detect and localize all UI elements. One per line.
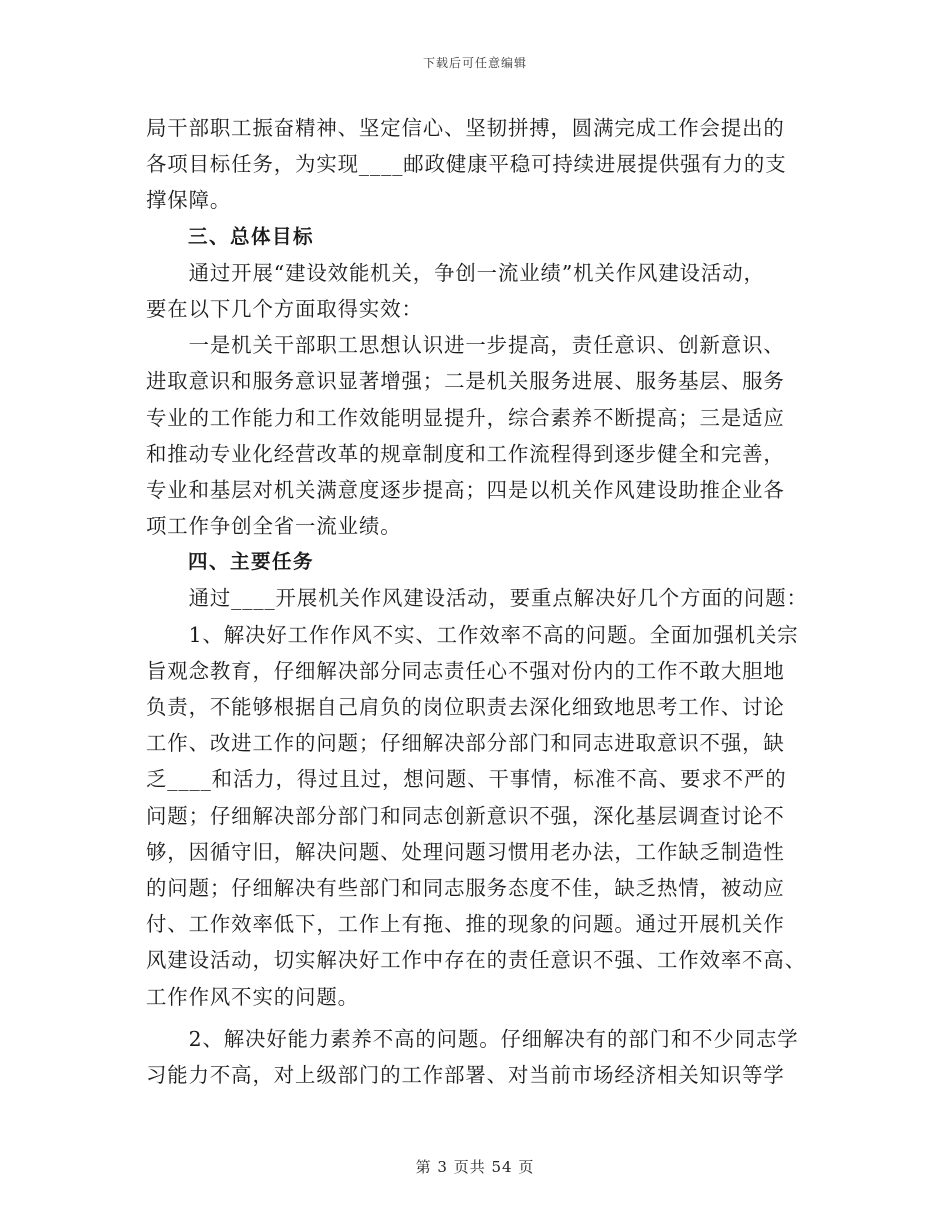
text-line: 一是机关干部职工思想认识进一步提高，责任意识、创新意识、 bbox=[146, 333, 785, 358]
text-line: 风建设活动，切实解决好工作中存在的责任意识不强、工作效率不高、 bbox=[146, 948, 807, 973]
document-body bbox=[146, 110, 806, 1093]
text-line: 要在以下几个方面取得实效： bbox=[146, 296, 423, 321]
text-line: 的问题；仔细解决有些部门和同志服务态度不佳，缺乏热情，被动应 bbox=[146, 875, 785, 900]
text-line: 进取意识和服务意识显著增强；二是机关服务进展、服务基层、服务 bbox=[146, 369, 785, 394]
section-heading: 四、主要任务 bbox=[146, 550, 315, 574]
page-header: 下载后可任意编辑 bbox=[422, 56, 527, 70]
section-heading: 三、总体目标 bbox=[146, 224, 315, 248]
text-line: 和推动专业化经营改革的规章制度和工作流程得到逐步健全和完善， bbox=[146, 441, 785, 466]
text-line: 撑保障。 bbox=[146, 188, 232, 213]
text-line: 习能力不高，对上级部门的工作部署、对当前市场经济相关知识等学 bbox=[146, 1062, 785, 1087]
text-line: 专业的工作能力和工作效能明显提升，综合素养不断提高；三是适应 bbox=[146, 405, 785, 430]
page-footer: 第 3 页共 54 页 bbox=[415, 1158, 535, 1176]
text-line: 局干部职工振奋精神、坚定信心、坚韧拼搏，圆满完成工作会提出的 bbox=[146, 116, 785, 140]
text-line: 工作作风不实的问题。 bbox=[146, 984, 359, 1009]
text-line: 项工作争创全省一流业绩。 bbox=[146, 514, 402, 539]
text-line: 旨观念教育，仔细解决部分同志责任心不强对份内的工作不敢大胆地 bbox=[146, 658, 785, 683]
text-line: 够，因循守旧，解决问题、处理问题习惯用老办法，工作缺乏制造性 bbox=[146, 839, 785, 864]
text-line: 问题；仔细解决部分部门和同志创新意识不强，深化基层调查讨论不 bbox=[146, 803, 785, 828]
text-line: 乏____和活力，得过且过，想问题、干事情，标准不高、要求不严的 bbox=[146, 767, 787, 792]
text-line: 专业和基层对机关满意度逐步提高；四是以机关作风建设助推企业各 bbox=[146, 477, 785, 502]
text-line: 负责，不能够根据自己肩负的岗位职责去深化细致地思考工作、讨论 bbox=[146, 695, 785, 719]
text-line: 各项目标任务，为实现____邮政健康平稳可持续进展提供强有力的支 bbox=[146, 152, 787, 177]
text-line: 2、解决好能力素养不高的问题。仔细解决有的部门和不少同志学 bbox=[146, 1026, 799, 1051]
text-line: 1、解决好工作作风不实、工作效率不高的问题。全面加强机关宗 bbox=[146, 622, 799, 647]
text-line: 通过开展“建设效能机关，争创一流业绩”机关作风建设活动， bbox=[146, 260, 765, 285]
text-line: 工作、改进工作的问题；仔细解决部分部门和同志进取意识不强，缺 bbox=[146, 731, 785, 756]
text-line: 通过____开展机关作风建设活动，要重点解决好几个方面的问题： bbox=[146, 586, 808, 611]
text-line: 付、工作效率低下，工作上有拖、推的现象的问题。通过开展机关作 bbox=[146, 912, 785, 937]
